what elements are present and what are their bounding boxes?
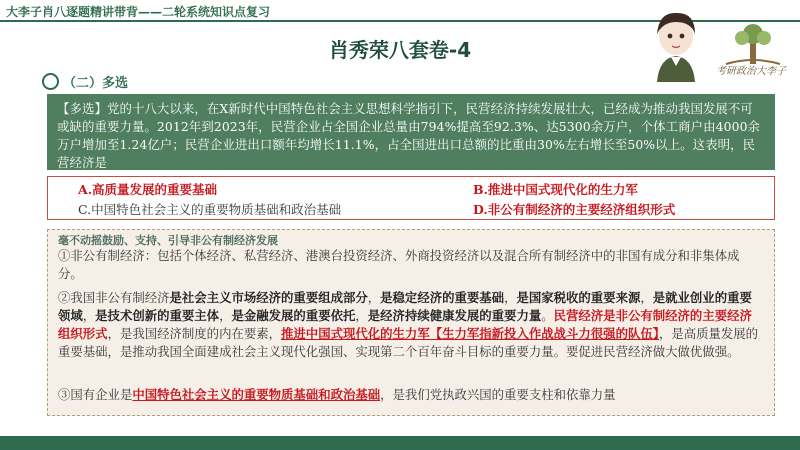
p2-mid: ，是我国经济制度的内在要素， bbox=[107, 326, 282, 341]
p3-tail: ，是我们党执政兴国的重要支柱和依靠力量 bbox=[380, 387, 616, 402]
p2-point-6: 是金融发展的重要依托 bbox=[231, 308, 356, 323]
section-label: （二）多选 bbox=[63, 76, 129, 91]
explanation-heading: 毫不动摇鼓励、支持、引导非公有制经济发展 bbox=[58, 234, 278, 247]
bottom-bar bbox=[0, 436, 800, 450]
page-title: 肖秀荣八套卷-4 bbox=[328, 38, 472, 62]
option-d[interactable]: D.非公有制经济的主要经济组织形式 bbox=[473, 202, 676, 217]
explanation-paragraph-1 bbox=[58, 247, 764, 283]
p2-sep: ， bbox=[367, 290, 381, 305]
p3-lead: ③国有企业是 bbox=[58, 387, 133, 402]
p2-sep: ， bbox=[355, 308, 368, 323]
p2-sep: 。 bbox=[541, 308, 554, 323]
paragraph-1-text: ①非公有制经济：包括个体经济、私营经济、港澳台投资经济、外商投资经济以及混合所有制经济中的非国有成分和非集体成分。 bbox=[58, 248, 740, 281]
options-box bbox=[47, 176, 775, 220]
p2-answer-b: 推进中国式现代化的生力军【生力军指新投入作战战斗力很强的队伍】 bbox=[281, 326, 659, 341]
p2-point-5: 是技术创新的重要主体 bbox=[95, 308, 220, 323]
section-heading bbox=[42, 72, 128, 91]
p2-point-1: 是社会主义市场经济的重要组成部分 bbox=[169, 290, 368, 305]
p2-point-2: 是稳定经济的重要基础 bbox=[380, 290, 505, 305]
p3-answer-c: 中国特色社会主义的重要物质基础和政治基础 bbox=[132, 387, 381, 402]
p2-point-3: 是国家税收的重要来源 bbox=[516, 290, 641, 305]
question-box bbox=[47, 94, 775, 170]
avatar bbox=[647, 6, 705, 82]
p2-lead: ②我国非公有制经济 bbox=[58, 290, 170, 305]
course-title: 大李子肖八逐题精讲带背——二轮系统知识点复习 bbox=[6, 5, 271, 19]
option-c[interactable]: C.中国特色社会主义的重要物质基础和政治基础 bbox=[78, 202, 342, 217]
p2-sep: ， bbox=[504, 290, 517, 305]
p2-point-7: 是经济持续健康发展的重要力量 bbox=[367, 308, 542, 323]
p2-sep: ， bbox=[82, 308, 96, 323]
question-text: 【多选】党的十八大以来，在X新时代中国特色社会主义思想科学指引下，民营经济持续发展壮大，已经成为推动我国发展不可或缺的重要力量。2012年到2023年，民营企业占全国企业总量由794%提高至92.3%、达5300余万户，个体工商户由4000余万户增加至1.24亿户；民营企业进出口额年均增长11.1%，占全国进出口总额的比重由30%左右增长至50%以上。这表明，民营经济是 bbox=[57, 101, 761, 170]
option-b[interactable]: B.推进中国式现代化的生力军 bbox=[473, 182, 638, 197]
logo-text: 考研政治大李子 bbox=[716, 66, 786, 77]
explanation-paragraph-2 bbox=[58, 289, 764, 361]
p2-sep: ， bbox=[219, 308, 232, 323]
option-a[interactable]: A.高质量发展的重要基础 bbox=[78, 182, 218, 197]
p2-tail: ，是高质量发展的重要基础，是推动我国全面建成社会主义现代化强国、实现第二个百年奋斗目标的重要力量。要促进民营经济做大做优做强。 bbox=[58, 326, 759, 359]
p2-point-4: 是就业创业的重要领域 bbox=[58, 290, 752, 323]
p2-answer-d: 民营经济是非公有制经济的主要经济组织形式 bbox=[58, 308, 752, 341]
p2-sep: ， bbox=[640, 290, 653, 305]
circle-bullet-icon bbox=[42, 73, 59, 90]
explanation-paragraph-3 bbox=[58, 386, 764, 404]
